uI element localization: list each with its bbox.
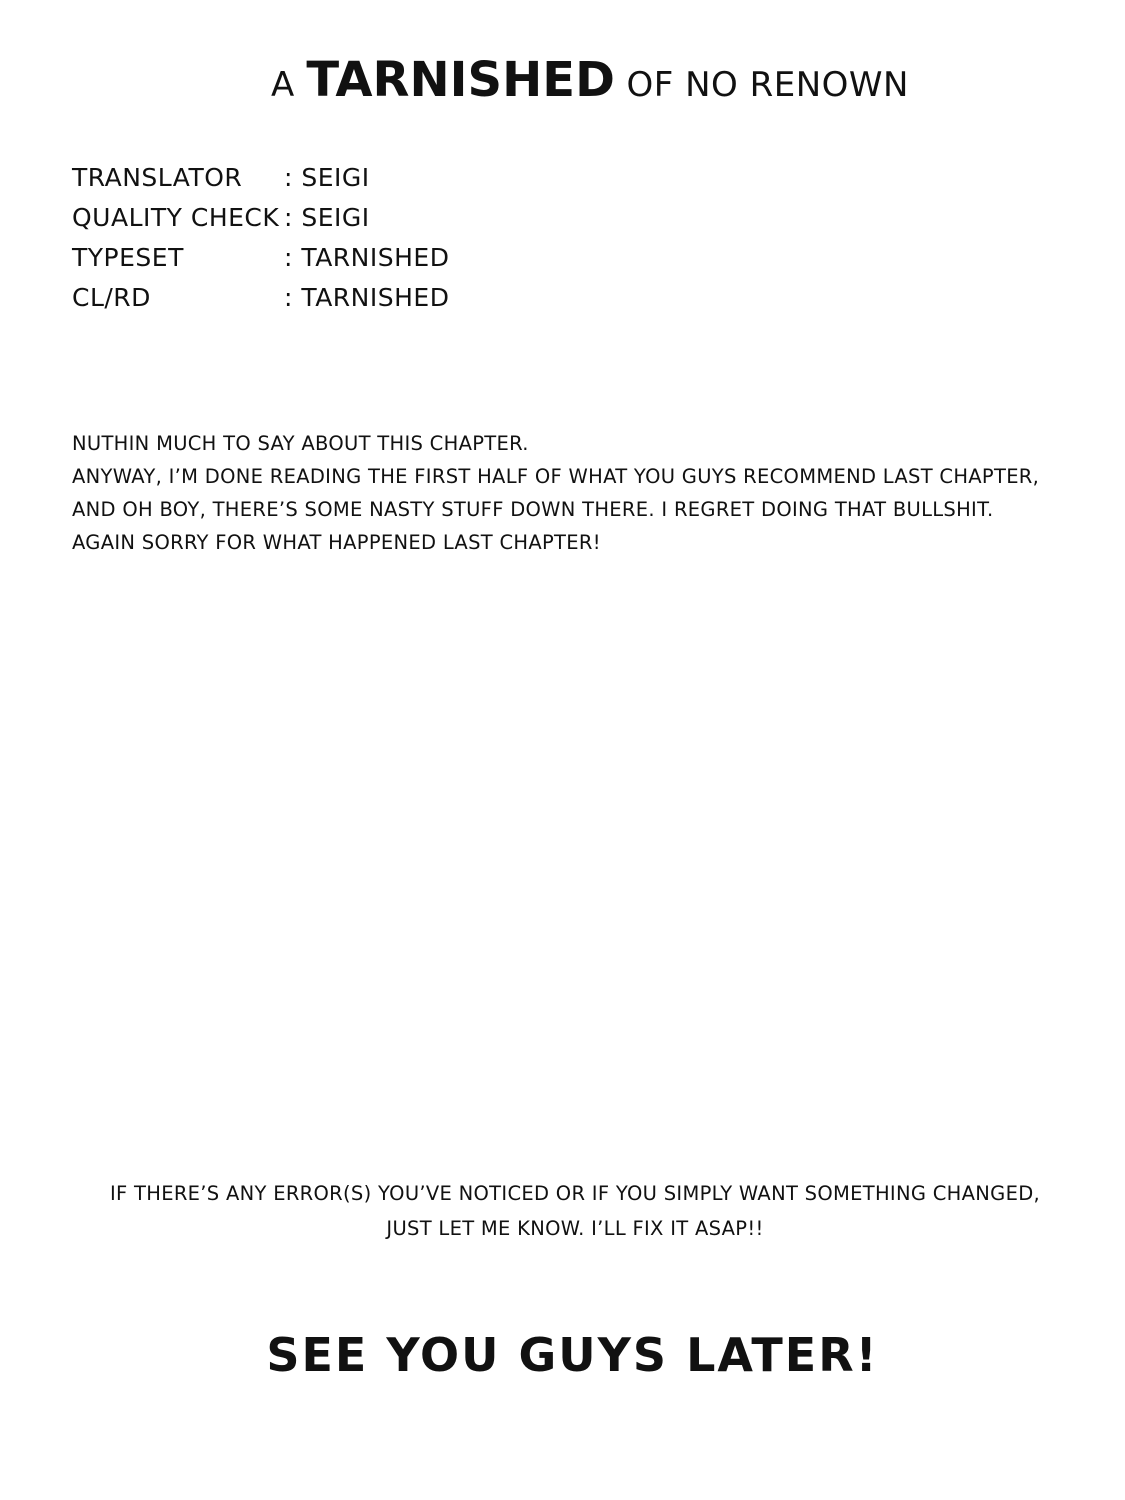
credit-value: : SEIGI (284, 203, 370, 232)
credit-role: CL/RD (72, 283, 151, 312)
credit-row-translator (72, 158, 449, 198)
credit-role: QUALITY CHECK (72, 203, 280, 232)
credit-row-quality-check (72, 198, 449, 238)
note-line: AND OH BOY, THERE’S SOME NASTY STUFF DOWN THERE. I REGRET DOING THAT BULLSHIT. (72, 498, 994, 521)
credit-role: TYPESET (72, 243, 184, 272)
title-suffix: OF NO RENOWN (626, 65, 909, 105)
credit-row-clrd (72, 278, 449, 318)
credits-list (72, 158, 449, 318)
note-line: AGAIN SORRY FOR WHAT HAPPENED LAST CHAPTER! (72, 531, 601, 554)
error-report-note (0, 1176, 1125, 1246)
credit-value: : TARNISHED (284, 243, 450, 272)
note-line: ANYWAY, I’M DONE READING THE FIRST HALF OF WHAT YOU GUYS RECOMMEND LAST CHAPTER, (72, 465, 1040, 488)
footer-line: IF THERE’S ANY ERROR(S) YOU’VE NOTICED OR IF YOU SIMPLY WANT SOMETHING CHANGED, (109, 1182, 1041, 1205)
credit-value: : SEIGI (284, 163, 370, 192)
credit-row-typeset (72, 238, 449, 278)
note-line: NUTHIN MUCH TO SAY ABOUT THIS CHAPTER. (72, 432, 529, 455)
translator-notes (72, 427, 1112, 559)
page-title (0, 52, 1125, 108)
title-main: TARNISHED (306, 52, 615, 108)
credit-value: : TARNISHED (284, 283, 450, 312)
signoff-text: SEE YOU GUYS LATER! (266, 1328, 879, 1382)
footer-line: JUST LET ME KNOW. I’LL FIX IT ASAP!! (386, 1217, 764, 1240)
title-prefix: A (271, 65, 295, 105)
credit-role: TRANSLATOR (72, 163, 243, 192)
